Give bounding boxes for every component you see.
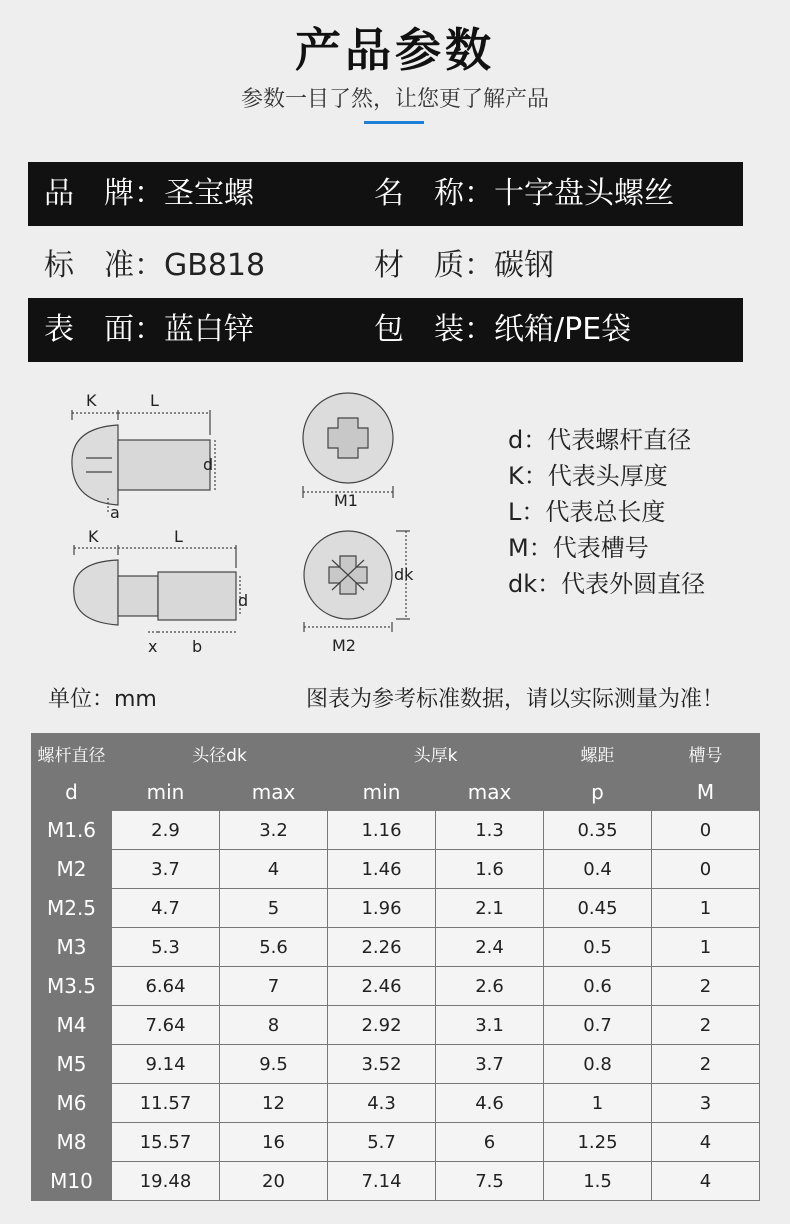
label-x: x [148,637,158,656]
cell-k-min: 5.7 [328,1123,436,1162]
label-d2: d [238,591,249,610]
label-b: b [192,637,203,656]
cell-k-max: 1.6 [436,850,544,889]
cell-dk-min: 9.14 [112,1045,220,1084]
table-row [32,850,760,889]
legend [508,422,705,602]
header-slot-number: 槽号 [652,734,760,773]
cell-size: M4 [32,1006,112,1045]
table-row [32,1084,760,1123]
subheader-k-min: min [328,773,436,811]
spec-table [31,733,760,1201]
cell-slot: 0 [652,850,760,889]
subheader-dk-max: max [220,773,328,811]
legend-item-dk: dk：代表外圆直径 [508,570,706,598]
cell-slot: 1 [652,889,760,928]
cell-slot: 2 [652,1006,760,1045]
cell-size: M2.5 [32,889,112,928]
cell-dk-max: 12 [220,1084,328,1123]
legend-item-d: d：代表螺杆直径 [508,426,692,454]
cell-k-max: 4.6 [436,1084,544,1123]
cell-dk-min: 2.9 [112,811,220,850]
cell-dk-max: 16 [220,1123,328,1162]
label-dk: dk [394,565,414,584]
cell-pitch: 0.6 [544,967,652,1006]
cell-pitch: 1 [544,1084,652,1123]
table-row [32,811,760,850]
cell-k-max: 1.3 [436,811,544,850]
subheader-dk-min: min [112,773,220,811]
cell-size: M5 [32,1045,112,1084]
cell-dk-min: 6.64 [112,967,220,1006]
cell-k-max: 2.4 [436,928,544,967]
cell-k-max: 3.7 [436,1045,544,1084]
table-row [32,1045,760,1084]
cell-k-min: 1.16 [328,811,436,850]
table-row [32,928,760,967]
cell-dk-min: 4.7 [112,889,220,928]
table-row [32,889,760,928]
cell-size: M2 [32,850,112,889]
cell-k-min: 2.46 [328,967,436,1006]
cell-slot: 4 [652,1162,760,1201]
label-m2: M2 [332,636,356,655]
spec-name: 名 称：十字盘头螺丝 [374,176,674,211]
cell-k-min: 3.52 [328,1045,436,1084]
spec-row-surface [28,298,743,362]
cell-k-min: 4.3 [328,1084,436,1123]
cell-dk-min: 3.7 [112,850,220,889]
cell-dk-max: 8 [220,1006,328,1045]
cell-slot: 4 [652,1123,760,1162]
spec-table-body [32,811,760,1201]
cell-pitch: 0.4 [544,850,652,889]
subheader-d: d [32,773,112,811]
subheader-p: p [544,773,652,811]
label-k1: K [86,391,97,410]
cell-k-max: 2.6 [436,967,544,1006]
label-k2: K [88,527,99,546]
reference-note: 图表为参考标准数据，请以实际测量为准！ [306,687,725,712]
spec-material: 材 质：碳钢 [374,248,554,283]
cell-pitch: 0.45 [544,889,652,928]
cell-dk-min: 19.48 [112,1162,220,1201]
header-pitch: 螺距 [544,734,652,773]
legend-item-m: M：代表槽号 [508,534,649,562]
table-row [32,1162,760,1201]
cell-slot: 3 [652,1084,760,1123]
table-row [32,1006,760,1045]
cell-dk-max: 5.6 [220,928,328,967]
cell-k-min: 1.46 [328,850,436,889]
cell-dk-min: 7.64 [112,1006,220,1045]
cell-k-max: 2.1 [436,889,544,928]
spec-brand: 品 牌：圣宝螺 [44,176,254,211]
spec-standard: 标 准：GB818 [44,248,266,283]
legend-item-k: K：代表头厚度 [508,462,668,490]
cell-k-max: 3.1 [436,1006,544,1045]
subheader-m: M [652,773,760,811]
cell-pitch: 0.7 [544,1006,652,1045]
cell-size: M1.6 [32,811,112,850]
cell-dk-min: 5.3 [112,928,220,967]
cell-size: M6 [32,1084,112,1123]
unit-label: 单位：mm [48,687,157,712]
cell-dk-max: 7 [220,967,328,1006]
cell-pitch: 0.8 [544,1045,652,1084]
cell-dk-max: 9.5 [220,1045,328,1084]
label-d1: d [203,455,214,474]
cell-k-min: 1.96 [328,889,436,928]
cell-size: M3 [32,928,112,967]
cell-slot: 2 [652,1045,760,1084]
label-m1: M1 [334,491,358,510]
legend-item-l: L：代表总长度 [508,498,666,526]
table-row [32,1123,760,1162]
cell-k-min: 2.26 [328,928,436,967]
cell-dk-max: 5 [220,889,328,928]
cell-pitch: 1.5 [544,1162,652,1201]
cell-dk-max: 3.2 [220,811,328,850]
spec-surface: 表 面：蓝白锌 [44,312,254,347]
spec-row-standard [28,234,743,298]
label-l1: L [150,391,159,410]
cell-dk-min: 15.57 [112,1123,220,1162]
header-head-diameter: 头径dk [112,734,328,773]
title-underline [364,121,424,124]
spec-row-brand [28,162,743,226]
table-row [32,967,760,1006]
header-screw-diameter: 螺杆直径 [32,734,112,773]
cell-dk-max: 20 [220,1162,328,1201]
cell-size: M10 [32,1162,112,1201]
cell-slot: 1 [652,928,760,967]
cell-slot: 0 [652,811,760,850]
cell-size: M3.5 [32,967,112,1006]
label-a: a [110,503,120,522]
cell-slot: 2 [652,967,760,1006]
cell-k-max: 6 [436,1123,544,1162]
cell-k-min: 2.92 [328,1006,436,1045]
cell-pitch: 1.25 [544,1123,652,1162]
subheader-k-max: max [436,773,544,811]
cell-pitch: 0.5 [544,928,652,967]
cell-dk-max: 4 [220,850,328,889]
cell-k-max: 7.5 [436,1162,544,1201]
header-head-thickness: 头厚k [328,734,544,773]
cell-size: M8 [32,1123,112,1162]
page-subtitle: 参数一目了然，让您更了解产品 [240,87,549,112]
spec-packaging: 包 装：纸箱/PE袋 [374,312,632,347]
screw-diagram [40,380,480,670]
label-l2: L [174,527,183,546]
cell-dk-min: 11.57 [112,1084,220,1123]
cell-k-min: 7.14 [328,1162,436,1201]
page-title: 产品参数 [295,23,495,77]
cell-pitch: 0.35 [544,811,652,850]
